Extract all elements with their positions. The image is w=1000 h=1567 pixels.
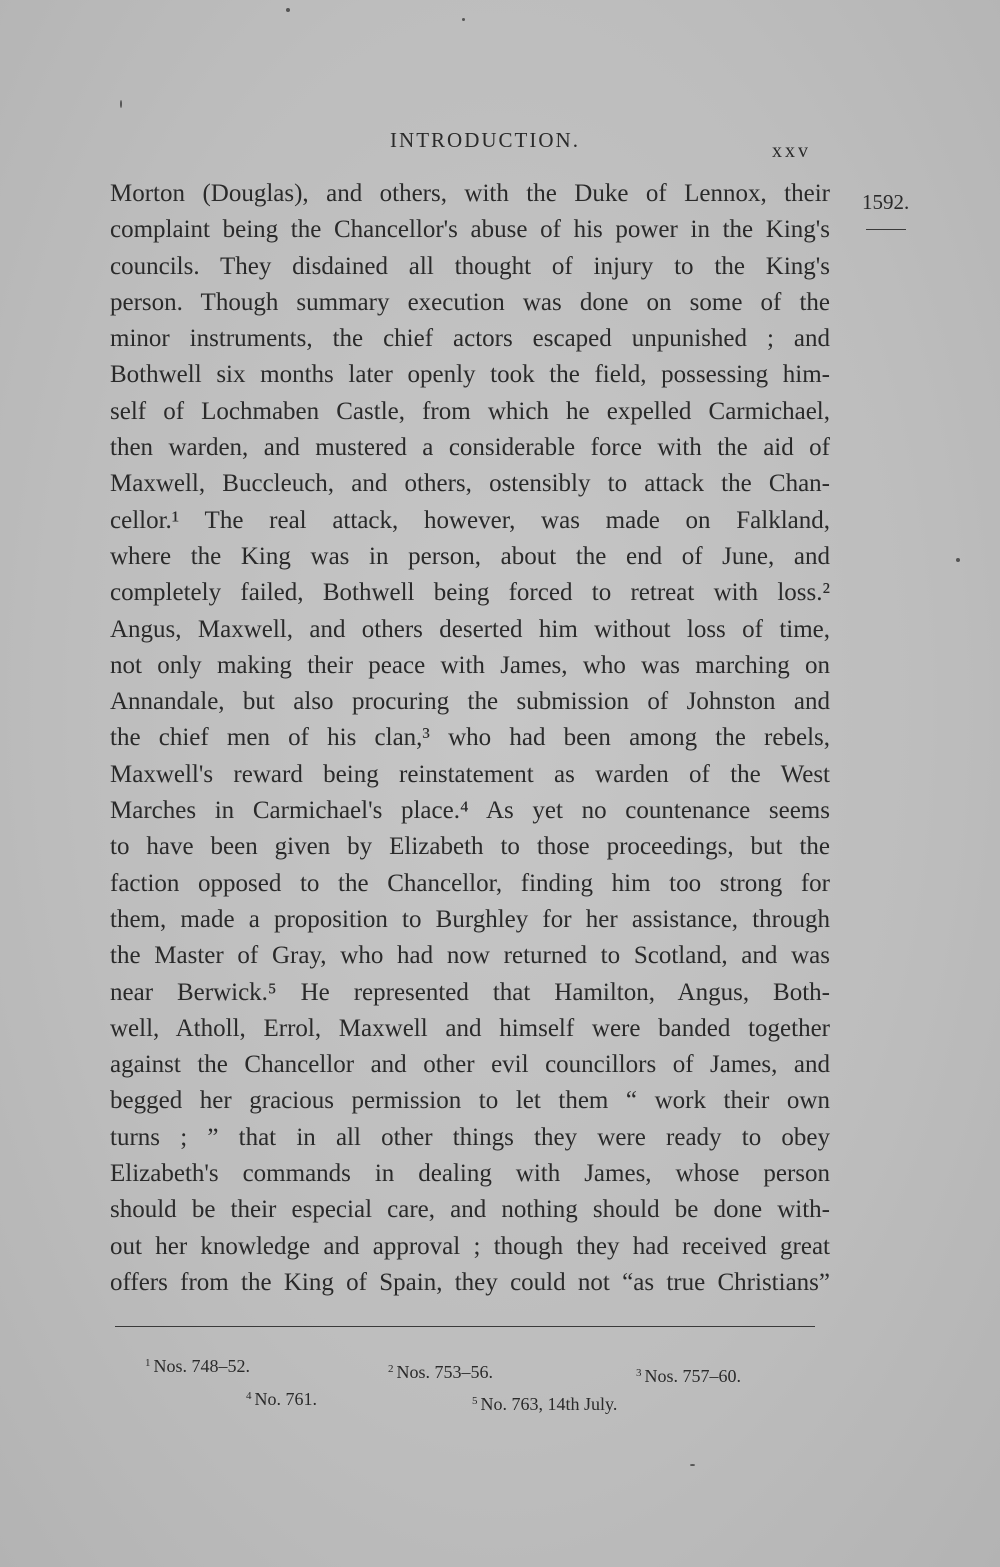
text-line: them, made a proposition to Burghley for her assistance, through	[110, 905, 830, 933]
text-line: complaint being the Chancellor's abuse of his power in the King's	[110, 216, 830, 244]
text-line: should be their especial care, and nothing should be done with-	[110, 1196, 830, 1224]
page-speck	[956, 558, 960, 562]
text-line: Angus, Maxwell, and others deserted him without loss of time,	[110, 615, 830, 643]
page-speck	[462, 18, 465, 21]
text-line: Maxwell, Buccleuch, and others, ostensibly to attack the Chan-	[110, 470, 830, 498]
text-line: Morton (Douglas), and others, with the Duke of Lennox, their	[110, 180, 830, 207]
text-line: the chief men of his clan,³ who had been among the rebels,	[110, 724, 830, 752]
text-line: well, Atholl, Errol, Maxwell and himself were banded together	[110, 1014, 830, 1042]
text-line: Marches in Carmichael's place.⁴ As yet no countenance seems	[110, 797, 830, 825]
footnote-mark: 1	[145, 1357, 151, 1369]
footnote-mark: 2	[388, 1363, 394, 1375]
page-speck	[286, 8, 290, 12]
text-line: against the Chancellor and other evil councillors of James, and	[110, 1051, 830, 1079]
margin-year-note: 1592.	[862, 190, 910, 214]
text-line: then warden, and mustered a considerable force with the aid of	[110, 434, 830, 462]
footnote-mark: 3	[636, 1367, 642, 1379]
page-speck	[120, 100, 122, 108]
margin-rule	[866, 229, 906, 230]
text-line: Annandale, but also procuring the submission of Johnston and	[110, 688, 830, 716]
footnote	[145, 1356, 250, 1377]
text-line: Bothwell six months later openly took the field, possessing him-	[110, 361, 830, 389]
text-line: offers from the King of Spain, they could not “as true Christians”	[110, 1268, 830, 1296]
footnote-text: No. 761.	[254, 1389, 317, 1409]
footnote-text: No. 763, 14th July.	[480, 1394, 618, 1414]
text-line: councils. They disdained all thought of injury to the King's	[110, 252, 830, 280]
text-line: the Master of Gray, who had now returned to Scotland, and was	[110, 942, 830, 970]
footnote	[246, 1389, 317, 1410]
footnote-text: Nos. 757–60.	[644, 1366, 742, 1386]
text-line: begged her gracious permission to let them “ work their own	[110, 1087, 830, 1115]
text-line: minor instruments, the chief actors escaped unpunished ; and	[110, 325, 830, 353]
text-line: Maxwell's reward being reinstatement as warden of the West	[110, 760, 830, 788]
page-speck	[690, 1464, 695, 1466]
text-line: out her knowledge and approval ; though they had received great	[110, 1232, 830, 1260]
running-header-title	[0, 128, 1000, 153]
footnote	[388, 1362, 493, 1383]
text-line: faction opposed to the Chancellor, finding him too strong for	[110, 869, 830, 897]
text-line: Elizabeth's commands in dealing with James, whose person	[110, 1160, 830, 1188]
text-line: near Berwick.⁵ He represented that Hamilton, Angus, Both-	[110, 978, 830, 1006]
text-line: turns ; ” that in all other things they were ready to obey	[110, 1123, 830, 1151]
footnote-mark: 4	[246, 1390, 252, 1402]
footnote	[472, 1394, 617, 1415]
footnote-mark: 5	[472, 1395, 478, 1407]
header-title-text: INTRODUCTION.	[390, 128, 580, 152]
text-line: cellor.¹ The real attack, however, was made on Falkland,	[110, 506, 830, 534]
footnote-rule	[115, 1326, 815, 1327]
text-line: not only making their peace with James, who was marching on	[110, 651, 830, 679]
body-text	[110, 176, 830, 1301]
text-line: self of Lochmaben Castle, from which he expelled Carmichael,	[110, 397, 830, 425]
footnote-text: Nos. 748–52.	[153, 1356, 251, 1376]
page-number: xxv	[772, 140, 811, 162]
text-line: completely failed, Bothwell being forced to retreat with loss.²	[110, 579, 830, 607]
text-line: to have been given by Elizabeth to those proceedings, but the	[110, 833, 830, 861]
text-line: where the King was in person, about the end of June, and	[110, 542, 830, 570]
text-line: person. Though summary execution was done on some of the	[110, 288, 830, 316]
footnote-text: Nos. 753–56.	[396, 1362, 494, 1382]
footnote	[636, 1366, 741, 1387]
